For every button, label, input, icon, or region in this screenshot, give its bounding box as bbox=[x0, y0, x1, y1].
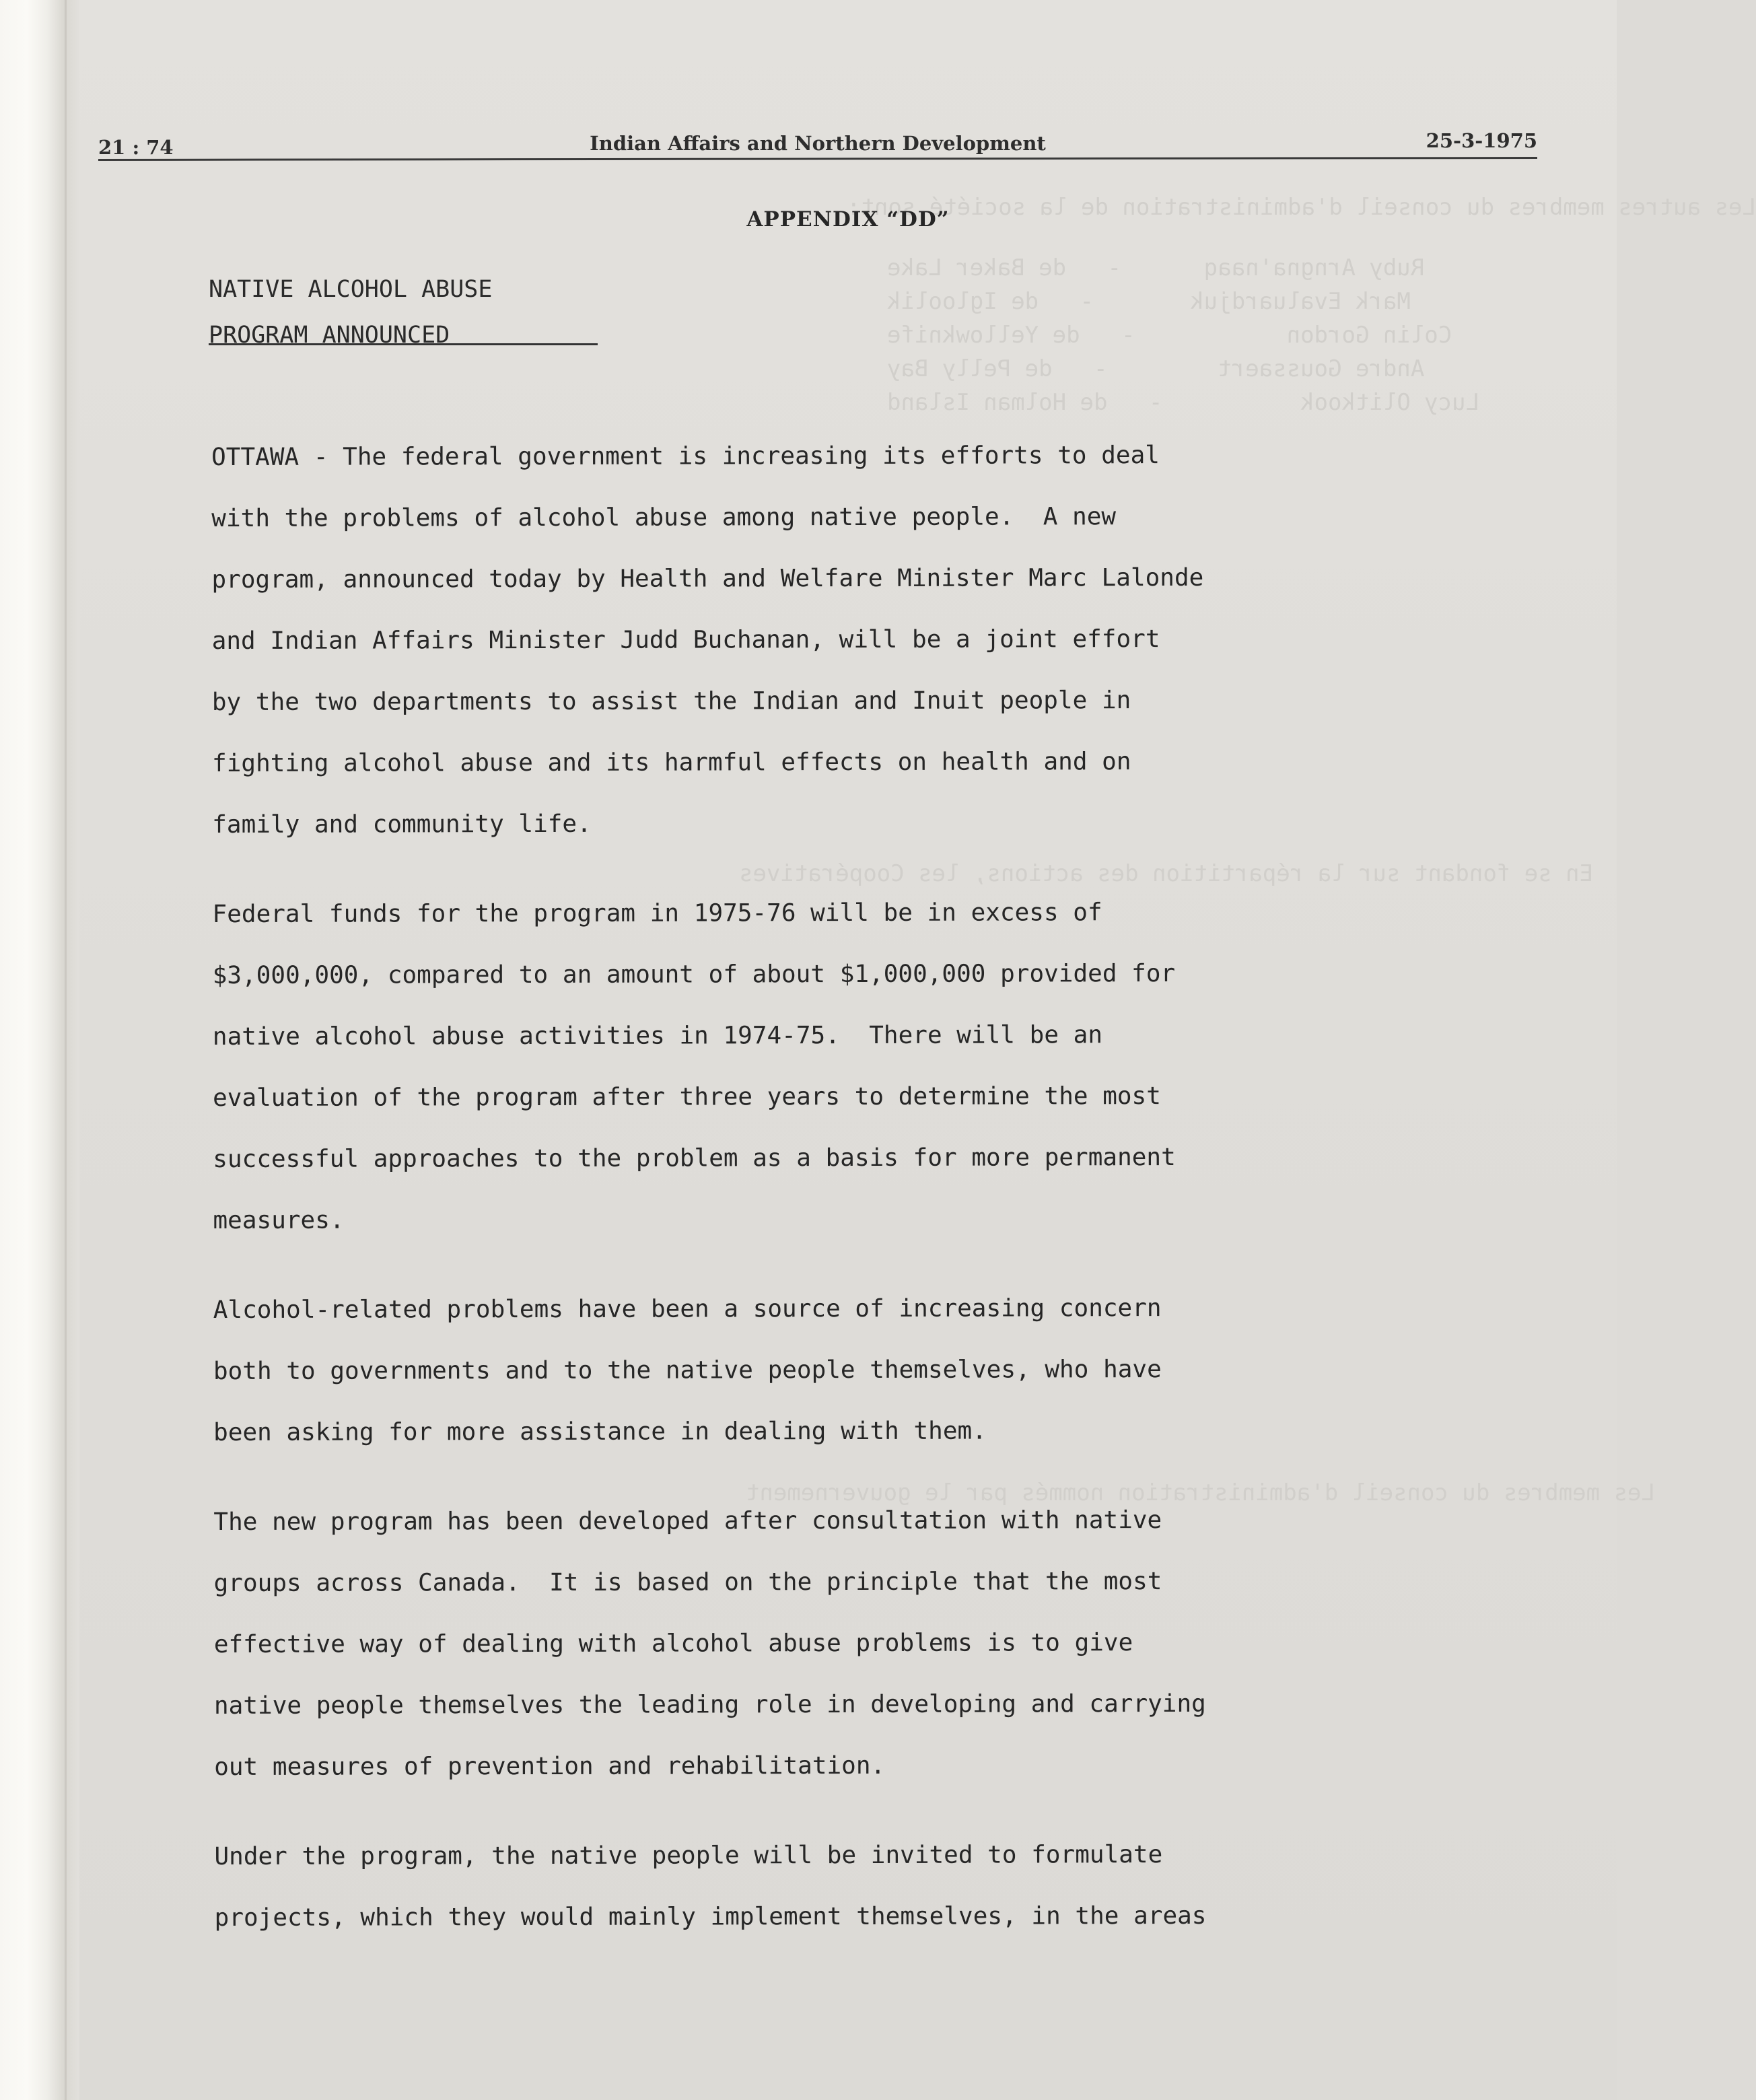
text-line: Under the program, the native people will be invited to formulate bbox=[214, 1841, 1163, 1870]
text-line: evaluation of the program after three years to determine the most bbox=[213, 1082, 1161, 1112]
header-date: 25-3-1975 bbox=[1426, 129, 1537, 152]
text-line: native alcohol abuse activities in 1974-75. There will be an bbox=[212, 1021, 1103, 1051]
text-line: OTTAWA - The federal government is increasing its efforts to deal bbox=[211, 442, 1160, 471]
appendix-title: APPENDIX “DD” bbox=[746, 207, 950, 232]
text-line: effective way of dealing with alcohol abuse problems is to give bbox=[213, 1629, 1133, 1658]
binding-crease bbox=[65, 0, 67, 2100]
text-line: successful approaches to the problem as a basis for more permanent bbox=[213, 1144, 1176, 1173]
paragraph bbox=[214, 1823, 1533, 1949]
journal-title: Indian Affairs and Northern Development bbox=[590, 132, 1046, 155]
paragraph bbox=[213, 1489, 1533, 1798]
text-line: groups across Canada. It is based on the principle that the most bbox=[213, 1568, 1162, 1597]
show-through-text: Lucy Olitkook - de Holman Island bbox=[887, 389, 1480, 416]
heading-underline bbox=[209, 343, 598, 345]
show-through-text: Colin Gordon - de Yellowknife bbox=[887, 322, 1452, 349]
text-line: $3,000,000, compared to an amount of about $1,000,000 provided for bbox=[212, 960, 1176, 989]
show-through-text: Andre Goussaert - de Pelly Bay bbox=[887, 355, 1425, 382]
heading-line: NATIVE ALCOHOL ABUSE bbox=[209, 276, 493, 303]
show-through-text: En se fondant sur la répartition des actions, les Coopératives bbox=[739, 860, 1594, 887]
text-line: and Indian Affairs Minister Judd Buchanan, will be a joint effort bbox=[211, 625, 1160, 655]
show-through-text: Les autres membres du conseil d'administration de la société sont: bbox=[847, 194, 1756, 221]
heading-line: PROGRAM ANNOUNCED bbox=[209, 322, 450, 349]
document-page bbox=[79, 0, 1756, 2100]
paragraph bbox=[213, 1277, 1533, 1463]
text-line: family and community life. bbox=[212, 810, 592, 839]
text-line: Federal funds for the program in 1975-76 will be in excess of bbox=[212, 899, 1102, 928]
show-through-text: Les membres du conseil d'administration nommés par le gouvernement bbox=[746, 1479, 1656, 1506]
show-through-text: Ruby Arngna'naaq - de Baker Lake bbox=[887, 254, 1425, 281]
paragraph bbox=[211, 424, 1531, 855]
body-text bbox=[211, 424, 1534, 1977]
text-line: projects, which they would mainly implement themselves, in the areas bbox=[214, 1901, 1207, 1932]
text-line: native people themselves the leading role in developing and carrying bbox=[213, 1689, 1206, 1720]
page-left-edge bbox=[0, 0, 79, 2100]
text-line: out measures of prevention and rehabilitation. bbox=[214, 1751, 886, 1781]
text-line: measures. bbox=[213, 1206, 345, 1234]
text-line: fighting alcohol abuse and its harmful effects on health and on bbox=[212, 748, 1131, 777]
text-line: Alcohol-related problems have been a source of increasing concern bbox=[213, 1294, 1162, 1324]
text-line: been asking for more assistance in dealing with them. bbox=[213, 1417, 987, 1446]
text-line: with the problems of alcohol abuse among native people. A new bbox=[211, 503, 1117, 532]
text-line: The new program has been developed after consultation with native bbox=[213, 1506, 1162, 1536]
paragraph bbox=[212, 881, 1532, 1251]
show-through-text: Mark Evaluardjuk - de Igloolik bbox=[887, 288, 1411, 315]
page-number: 21 : 74 bbox=[98, 136, 174, 159]
text-line: program, announced today by Health and Welfare Minister Marc Lalonde bbox=[211, 563, 1204, 594]
text-line: both to governments and to the native people themselves, who have bbox=[213, 1356, 1162, 1385]
text-line: by the two departments to assist the Indian and Inuit people in bbox=[211, 687, 1131, 716]
